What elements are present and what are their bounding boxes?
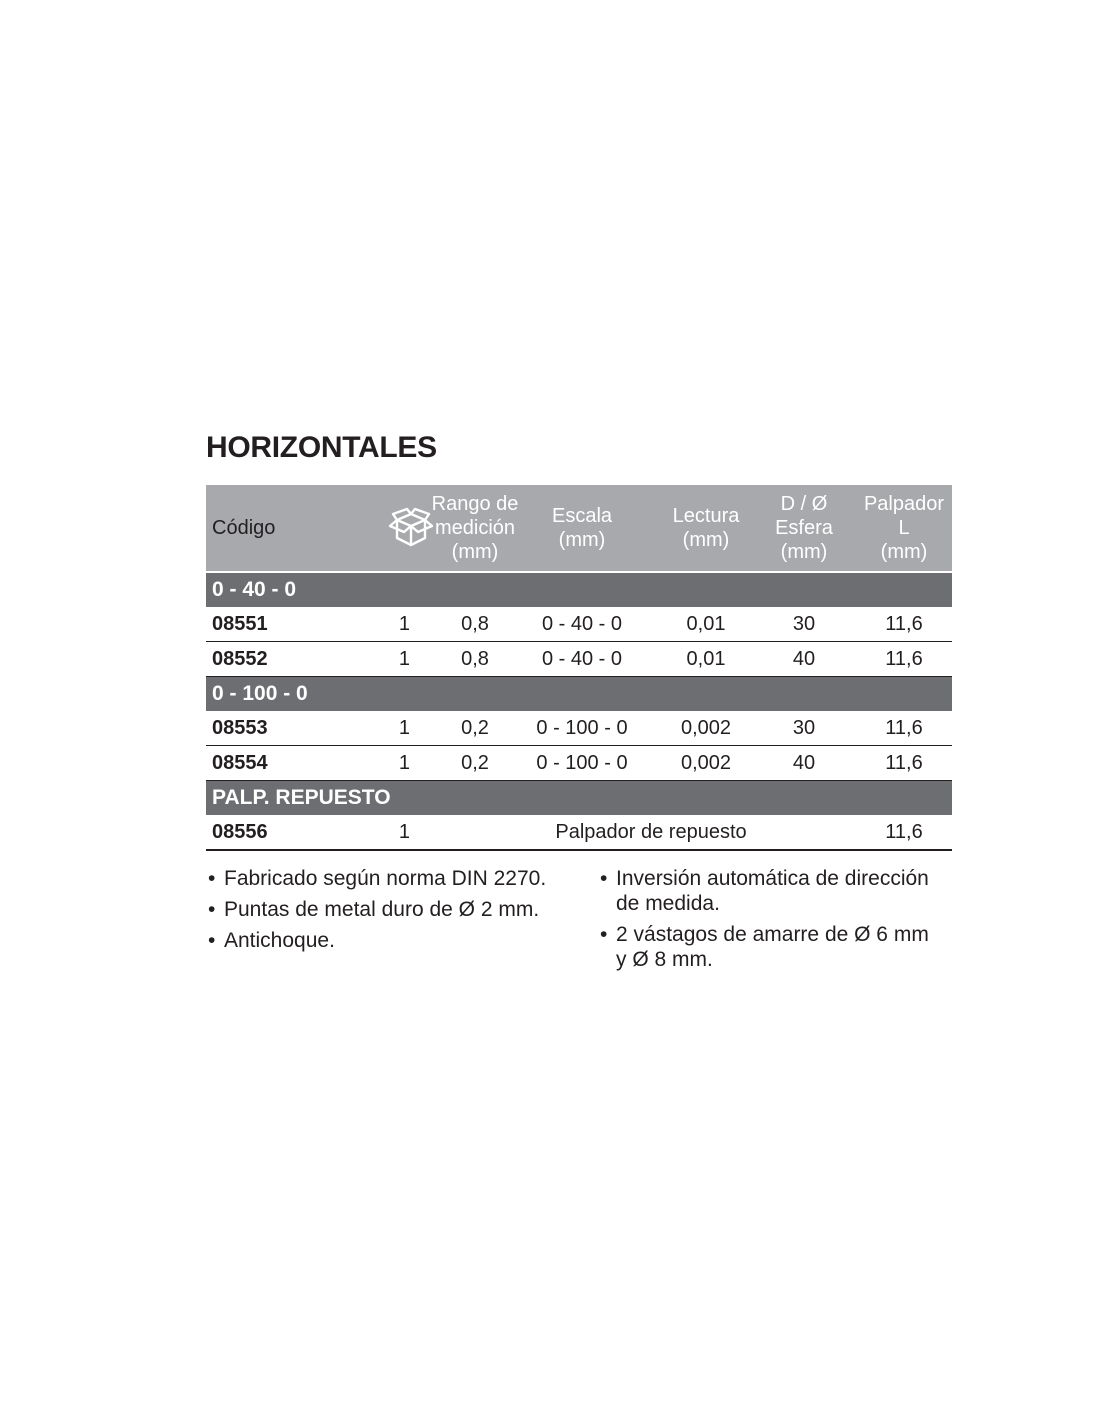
bullet: • [208, 867, 216, 890]
cell-description: Palpador de repuesto [446, 815, 856, 850]
table-row [206, 642, 952, 677]
header-reading [660, 485, 752, 572]
feature-column-right [598, 866, 952, 978]
header-scale-line2: (mm) [558, 529, 606, 551]
cell-scale: 0 - 40 - 0 [504, 607, 660, 642]
header-code: Código [206, 485, 366, 572]
cell-dial: 40 [752, 642, 856, 677]
table-row [206, 815, 952, 850]
cell-probe: 11,6 [856, 711, 952, 746]
feature-item [206, 866, 598, 891]
header-range-line3: (mm) [451, 541, 499, 563]
cell-probe: 11,6 [856, 607, 952, 642]
cell-scale: 0 - 100 - 0 [504, 746, 660, 781]
spec-table [206, 485, 952, 851]
cell-scale: 0 - 100 - 0 [504, 711, 660, 746]
page-title: HORIZONTALES [206, 431, 437, 464]
cell-code: 08556 [206, 815, 366, 850]
cell-scale: 0 - 40 - 0 [504, 642, 660, 677]
cell-qty: 1 [366, 815, 446, 850]
feature-item [598, 922, 952, 972]
bullet: • [208, 898, 216, 921]
feature-text: Fabricado según norma DIN 2270. [224, 867, 547, 890]
header-reading-line2: (mm) [682, 529, 730, 551]
cell-reading: 0,01 [660, 607, 752, 642]
cell-code: 08551 [206, 607, 366, 642]
feature-item [206, 897, 598, 922]
cell-dial: 40 [752, 746, 856, 781]
cell-reading: 0,01 [660, 642, 752, 677]
header-range-line2: medición [434, 517, 516, 539]
cell-qty: 1 [366, 607, 446, 642]
header-probe-line2: (mm) [880, 541, 928, 563]
header-probe [856, 485, 952, 572]
cell-dial: 30 [752, 711, 856, 746]
header-range-line1: Rango de [431, 493, 519, 515]
group-row-40 [206, 572, 952, 607]
cell-code: 08554 [206, 746, 366, 781]
feature-column-left [206, 866, 598, 978]
cell-probe: 11,6 [856, 746, 952, 781]
cell-dial: 30 [752, 607, 856, 642]
table-row [206, 607, 952, 642]
cell-code: 08553 [206, 711, 366, 746]
cell-qty: 1 [366, 711, 446, 746]
feature-text-line2: y Ø 8 mm. [616, 948, 713, 971]
header-dial-line2: Esfera [775, 517, 833, 539]
bullet: • [208, 929, 216, 952]
group-label: 0 - 40 - 0 [206, 572, 952, 607]
cell-reading: 0,002 [660, 711, 752, 746]
feature-list [206, 866, 952, 978]
group-row-spare [206, 781, 952, 816]
feature-text-line2: de medida. [616, 892, 720, 915]
table-header-row [206, 485, 952, 572]
cell-range: 0,8 [446, 642, 504, 677]
feature-text: Puntas de metal duro de Ø 2 mm. [224, 898, 540, 921]
cell-qty: 1 [366, 642, 446, 677]
table-row [206, 711, 952, 746]
bullet: • [600, 867, 608, 890]
cell-probe: 11,6 [856, 815, 952, 850]
cell-range: 0,2 [446, 711, 504, 746]
cell-code: 08552 [206, 642, 366, 677]
header-reading-line1: Lectura [672, 505, 740, 527]
cell-qty: 1 [366, 746, 446, 781]
header-dial [752, 485, 856, 572]
feature-item [206, 928, 598, 953]
feature-text: Antichoque. [224, 929, 335, 952]
header-dial-line1: D / Ø [780, 493, 828, 515]
bullet: • [600, 923, 608, 946]
header-range [431, 485, 519, 572]
header-scale-line1: Escala [551, 505, 613, 527]
feature-text-line1: 2 vástagos de amarre de Ø 6 mm [616, 923, 929, 946]
feature-item [598, 866, 952, 916]
group-row-100 [206, 677, 952, 712]
group-label: PALP. REPUESTO [206, 781, 952, 816]
table-row [206, 746, 952, 781]
header-dial-line3: (mm) [780, 541, 828, 563]
feature-text-line1: Inversión automática de dirección [616, 867, 929, 890]
header-probe-line1: Palpador L [863, 493, 945, 539]
cell-range: 0,8 [446, 607, 504, 642]
cell-range: 0,2 [446, 746, 504, 781]
group-label: 0 - 100 - 0 [206, 677, 952, 712]
cell-reading: 0,002 [660, 746, 752, 781]
cell-probe: 11,6 [856, 642, 952, 677]
